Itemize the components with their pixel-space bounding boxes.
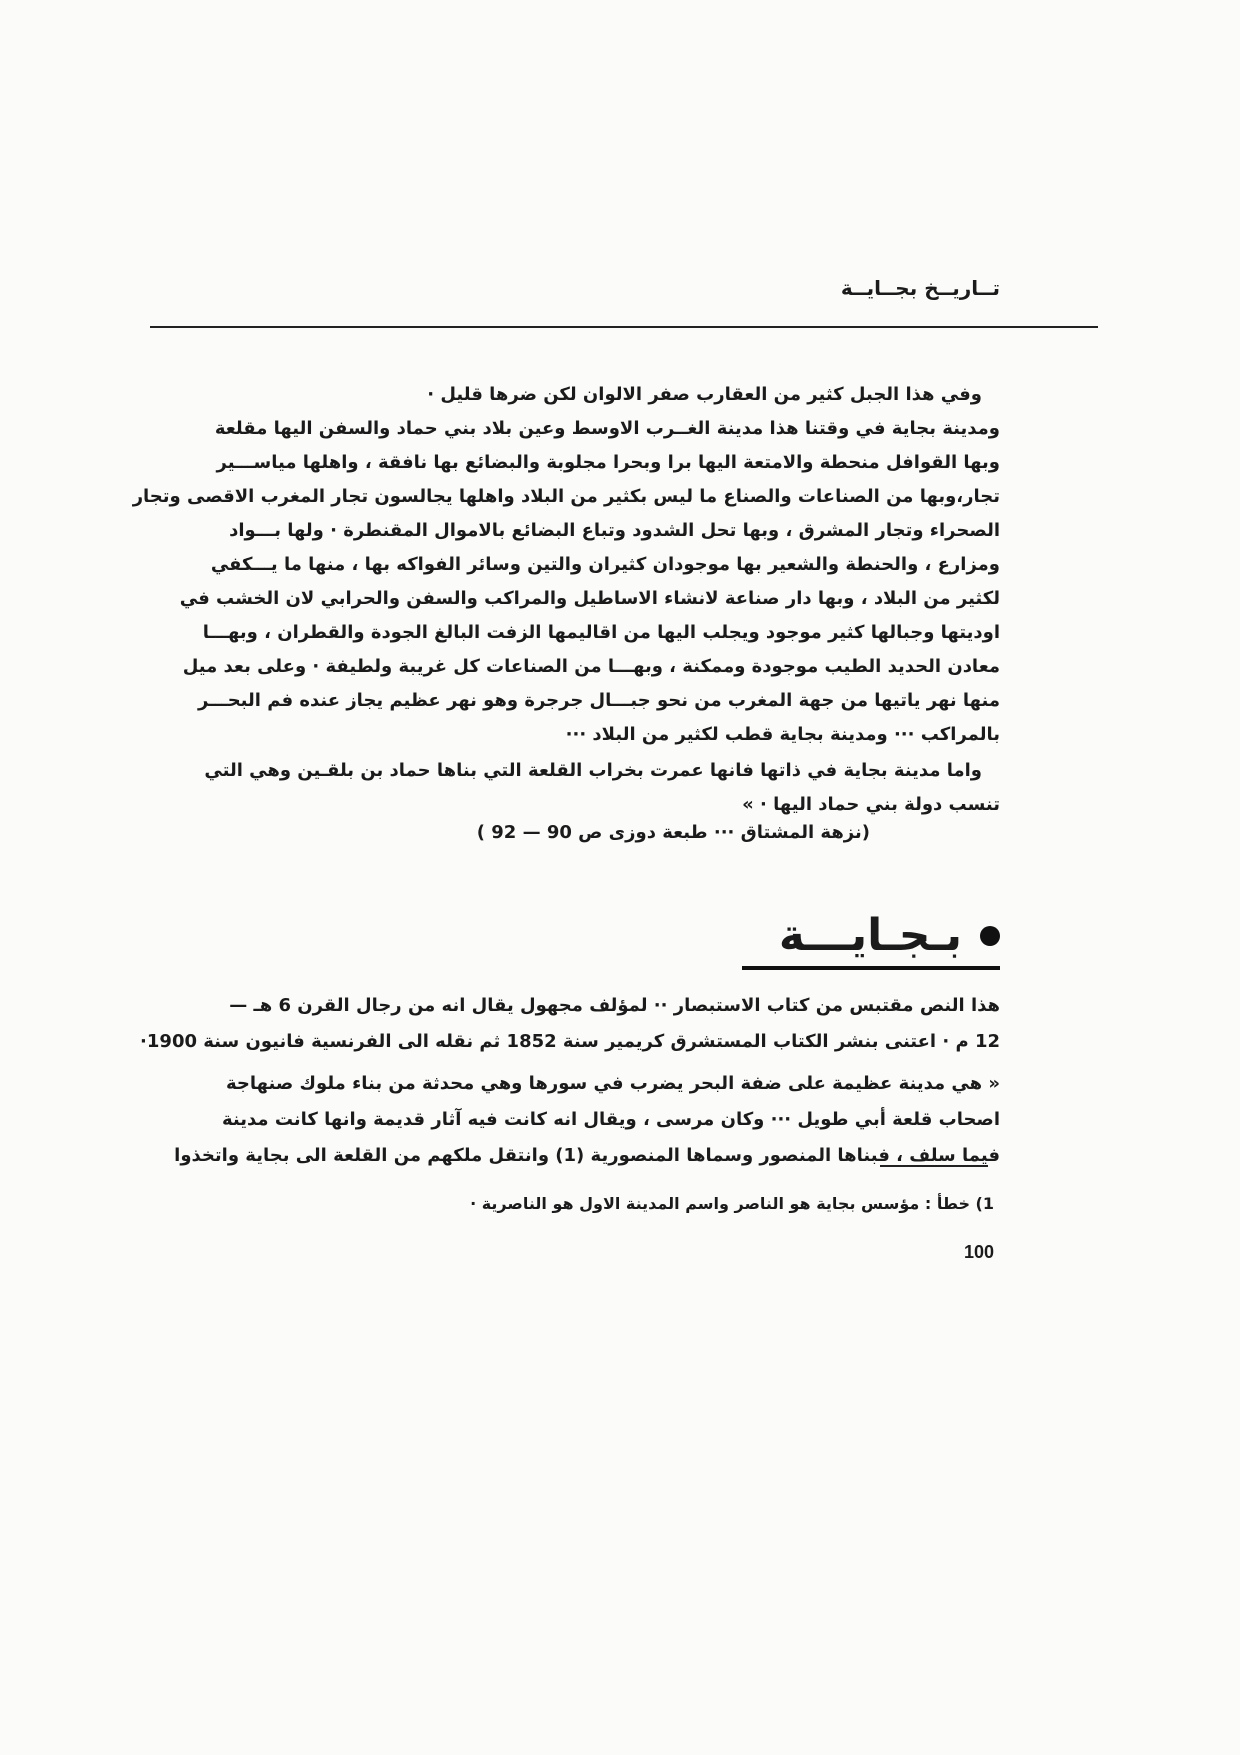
- header-rule: [150, 326, 1098, 328]
- page-number: 100: [963, 1242, 994, 1262]
- text-line: ومدينة بجاية في وقتنا هذا مدينة الغــرب الاوسط وعين بلاد بني حماد والسفن اليها مقلعة: [214, 418, 1000, 439]
- text-line: تنسب دولة بني حماد اليها · »: [742, 794, 1000, 815]
- text-line: اوديتها وجبالها كثير موجود ويجلب اليها من اقاليمها الزفت البالغ الجودة والقطران ، وبهـــا: [202, 622, 1000, 643]
- text-line: الصحراء وتجار المشرق ، وبها تحل الشدود وتباع البضائع بالاموال المقنطرة · ولها بـــواد: [229, 520, 1000, 541]
- footnote: 1) خطأ : مؤسس بجاية هو الناصر واسم المدينة الاول هو الناصرية ·: [470, 1194, 994, 1213]
- source-citation: (نزهة المشتاق ··· طبعة دوزى ص 90 — 92 ): [476, 822, 870, 843]
- text-line: وبها القوافل منحطة والامتعة اليها برا وبحرا مجلوبة والبضائع بها نافقة ، واهلها مياســـير: [216, 452, 1000, 473]
- text-line: فيما سلف ، فبناها المنصور وسماها المنصورية (1) وانتقل ملكهم من القلعة الى بجاية واتخذوا: [174, 1145, 1000, 1166]
- footnote-rule: [880, 1165, 988, 1167]
- text-line: تجار،وبها من الصناعات والصناع ما ليس بكثير من البلاد واهلها يجالسون تجار المغرب الاقصى وتجار: [132, 486, 1000, 507]
- text-line: « هي مدينة عظيمة على ضفة البحر يضرب في سورها وهي محدثة من بناء ملوك صنهاجة: [226, 1073, 1000, 1094]
- section-heading: [779, 910, 1000, 961]
- text-line: هذا النص مقتبس من كتاب الاستبصار ·· لمؤلف مجهول يقال انه من رجال القرن 6 هـ —: [229, 995, 1000, 1016]
- bullet-icon: [980, 926, 1000, 946]
- text-line: ومزارع ، والحنطة والشعير بها موجودان كثيران والتين وسائر الفواكه بها ، منها ما يـــكفي: [210, 554, 1000, 575]
- section-intro: [140, 988, 1000, 1060]
- text-line: 12 م · اعتنى بنشر الكتاب المستشرق كريمير سنة 1852 ثم نقله الى الفرنسية فانيون سنة 1900·: [140, 1031, 1000, 1052]
- passage-one: [132, 378, 1000, 752]
- section-quote: [174, 1066, 1000, 1174]
- section-title: بـجـايـــة: [778, 910, 962, 961]
- passage-two: [204, 754, 1000, 822]
- section-title-underline: [742, 966, 1000, 970]
- text-line: بالمراكب ··· ومدينة بجاية قطب لكثير من البلاد ···: [565, 724, 1000, 745]
- text-line: معادن الحديد الطيب موجودة وممكنة ، وبهـــا من الصناعات كل غريبة ولطيفة · وعلى بعد ميل: [182, 656, 1000, 677]
- text-line: لكثير من البلاد ، وبها دار صناعة لانشاء الاساطيل والمراكب والسفن والحرابي لان الخشب في: [179, 588, 1000, 609]
- text-line: اصحاب قلعة أبي طويل ··· وكان مرسى ، ويقال انه كانت فيه آثار قديمة وانها كانت مدينة: [222, 1109, 1000, 1130]
- running-header: تــاريــخ بجــايــة: [840, 276, 1000, 300]
- text-line: منها نهر ياتيها من جهة المغرب من نحو جبـــال جرجرة وهو نهر عظيم يجاز عنده فم البحـــر: [198, 690, 1000, 711]
- text-line: وفي هذا الجبل كثير من العقارب صفر الالوان لكن ضرها قليل ·: [427, 384, 982, 405]
- text-line: واما مدينة بجاية في ذاتها فانها عمرت بخراب القلعة التي بناها حماد بن بلقـين وهي التي: [204, 760, 982, 781]
